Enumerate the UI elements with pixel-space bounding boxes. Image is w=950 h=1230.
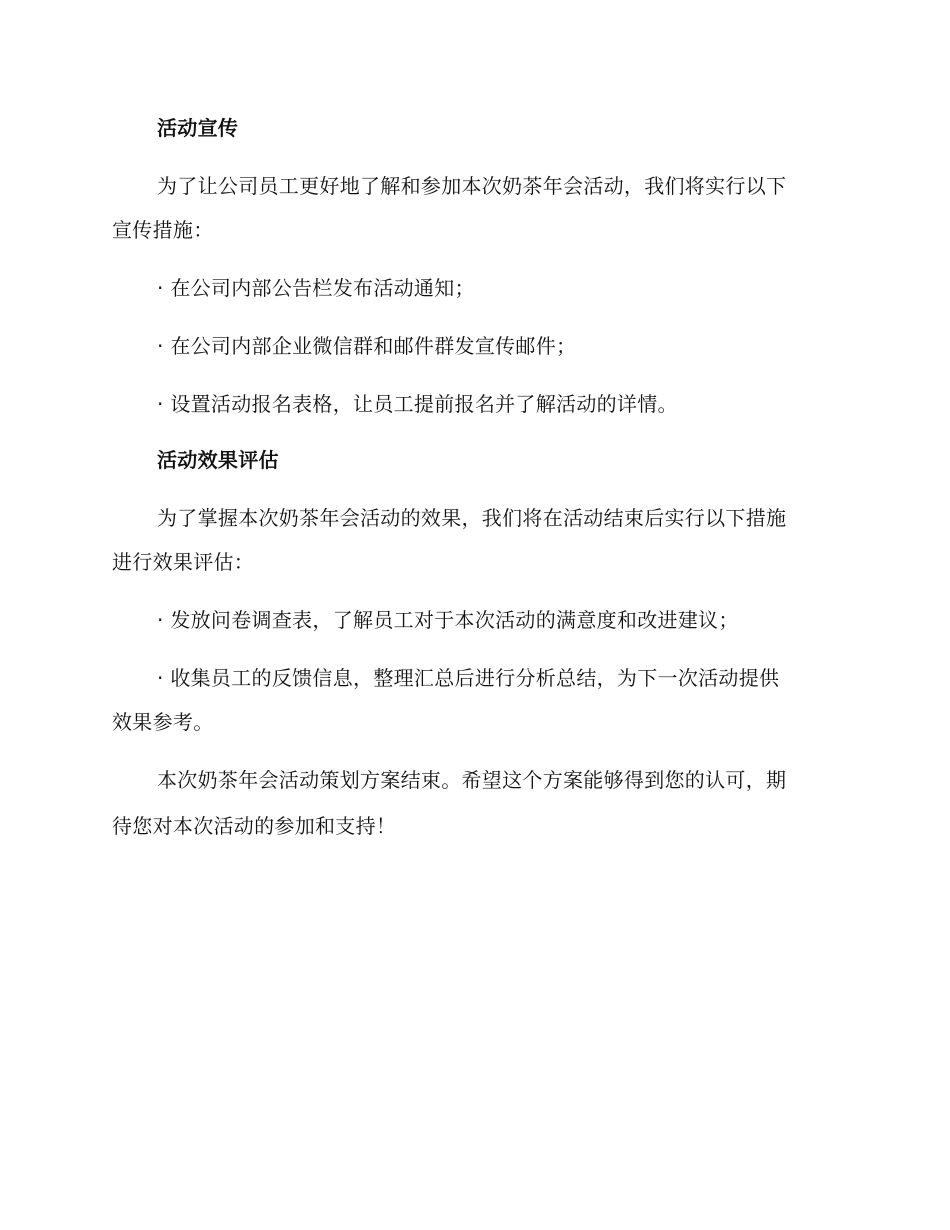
promotion-intro-line-1: 为了让公司员工更好地了解和参加本次奶茶年会活动，我们将实行以下 [157, 174, 787, 198]
promotion-bullet-1: · 在公司内部公告栏发布活动通知； [157, 276, 475, 300]
section-heading-promotion: 活动宣传 [157, 116, 239, 140]
closing-line-2: 待您对本次活动的参加和支持！ [112, 814, 397, 838]
evaluation-intro-line-1: 为了掌握本次奶茶年会活动的效果，我们将在活动结束后实行以下措施 [157, 506, 787, 530]
closing-line-1: 本次奶茶年会活动策划方案结束。希望这个方案能够得到您的认可，期 [157, 768, 787, 792]
section-heading-evaluation: 活动效果评估 [157, 448, 279, 472]
promotion-intro-line-2: 宣传措施： [112, 218, 214, 242]
promotion-bullet-2: · 在公司内部企业微信群和邮件群发宣传邮件； [157, 334, 577, 358]
evaluation-bullet-2-line-1: · 收集员工的反馈信息，整理汇总后进行分析总结，为下一次活动提供 [157, 666, 780, 690]
promotion-bullet-3: · 设置活动报名表格，让员工提前报名并了解活动的详情。 [157, 392, 678, 416]
evaluation-bullet-1: · 发放问卷调查表，了解员工对于本次活动的满意度和改进建议； [157, 608, 739, 632]
evaluation-intro-line-2: 进行效果评估： [112, 550, 255, 574]
evaluation-bullet-2-line-2: 效果参考。 [112, 710, 214, 734]
